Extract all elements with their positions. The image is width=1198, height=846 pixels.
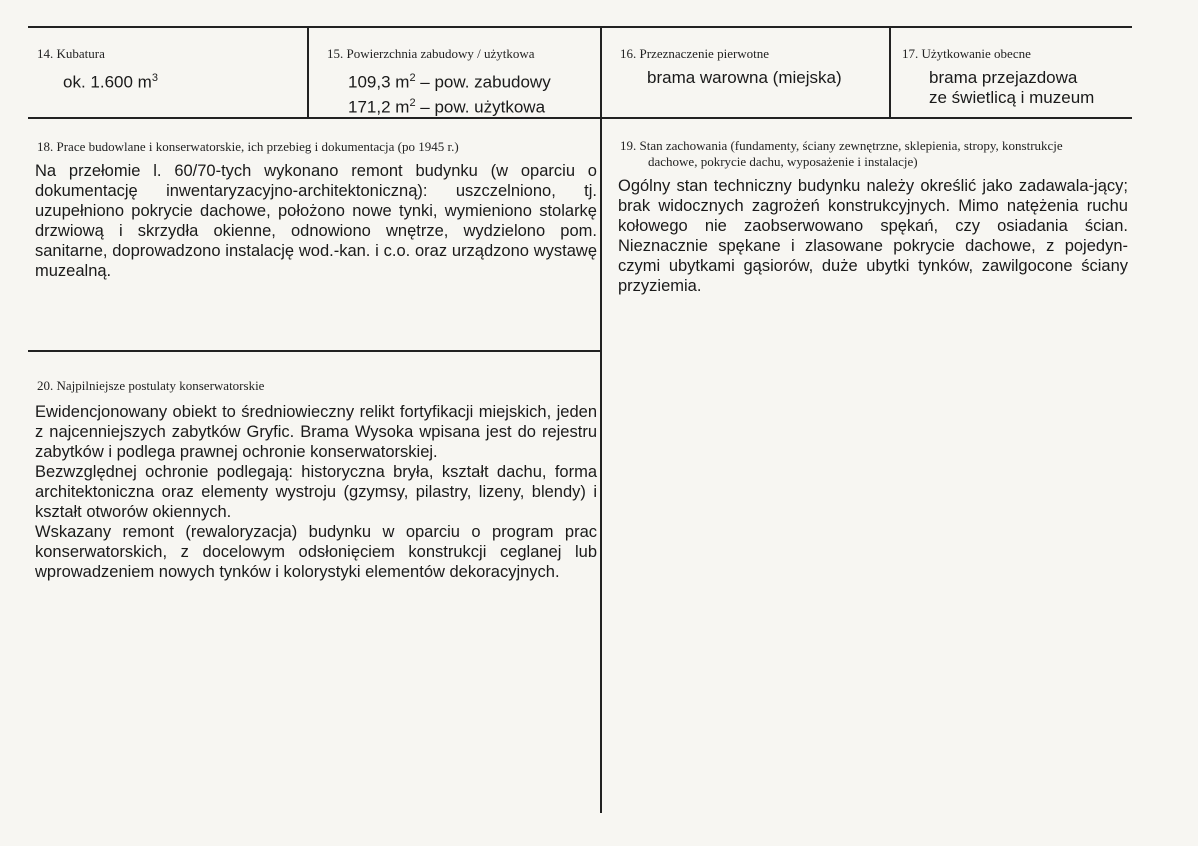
center-divider [600, 117, 602, 813]
section-stan-zachowania-label-line2: dachowe, pokrycie dachu, wyposażenie i instalacje) [648, 154, 918, 169]
field-kubatura-label: 14. Kubatura [37, 46, 105, 61]
section-postulaty-text: Ewidencjonowany obiekt to średniowieczny relikt fortyfikacji miejskich, jeden z najcenniejszych zabytków Gryfic. Brama Wysoka wpisana jest do rejestru zabytków i podlega prawnej ochronie konserwatorskiej. Bezwzględnej ochronie podlegają: historyczna bryła, kształt dachu, forma architektoniczna oraz elementy wystroju (gzymsy, pilastry, lizeny, blendy) i kształt otworów okiennych. Wskazany remont (rewaloryzacja) budynku w oparciu o program prac konserwatorskich, z docelowym odsłonięciem konstrukcji ceglanej lub wprowadzeniem nowych tynków i kolorystyki elementów dekoracyjnych. [35, 403, 597, 581]
form-top-border [28, 26, 1132, 28]
field-powierzchnia-label: 15. Powierzchnia zabudowy / użytkowa [327, 46, 535, 61]
field-przeznaczenie-label: 16. Przeznaczenie pierwotne [620, 46, 770, 61]
divider-14-15 [307, 26, 309, 118]
field-uzytkowanie-value-line1: brama przejazdowa [929, 68, 1078, 87]
field-powierzchnia [327, 46, 551, 117]
section-prace-budowlane [37, 139, 597, 281]
section-stan-zachowania-label-line1: 19. Stan zachowania (fundamenty, ściany zewnętrzne, sklepienia, stropy, konstrukcje [620, 138, 1063, 153]
section-stan-zachowania [620, 138, 1128, 296]
field-uzytkowanie-label: 17. Użytkowanie obecne [902, 46, 1031, 61]
field-kubatura [37, 46, 158, 93]
top-row-bottom-border [28, 117, 1132, 119]
section-stan-zachowania-text: Ogólny stan techniczny budynku należy określić jako zadawala-jący; brak widocznych zagrożeń konstrukcyjnych. Mimo natężenia ruchu kołowego nie zaobserwowano spękań, czy osiadania ścian. Nieznacznie spękane i zlasowane pokrycie dachowe, z pojedyn-czymi ubytkami gąsiorów, duże ubytki tynków, zawilgocone ściany przyziemia. [618, 177, 1128, 295]
field-przeznaczenie-value: brama warowna (miejska) [647, 68, 842, 87]
section-prace-budowlane-label: 18. Prace budowlane i konserwatorskie, ich przebieg i dokumentacja (po 1945 r.) [37, 139, 459, 154]
field-przeznaczenie [620, 46, 842, 88]
field-powierzchnia-line2: 171,2 $m^2$ – pow. użytkowa [348, 96, 546, 117]
section-postulaty [37, 378, 597, 582]
field-kubatura-value: ok. 1.600 $m^3$ [63, 72, 158, 92]
field-powierzchnia-line1: 109,3 $m^2$ – pow. zabudowy [348, 72, 551, 92]
section-prace-budowlane-text: Na przełomie l. 60/70-tych wykonano remont budynku (w oparciu o dokumentację inwentaryzacyjno-architektoniczną): uszczelniono, tj. uzupełniono pokrycie dachowe, położono nowe tynki, wymieniono stolarkę drzwiową i skrzydła okienne, odnowiono wnętrze, wydzielono pom. sanitarne, doprowadzono instalację wod.-kan. i c.o. oraz urządzono wystawę muzealną. [35, 162, 597, 280]
section18-bottom-border [28, 350, 602, 352]
field-uzytkowanie-value-line2: ze świetlicą i muzeum [929, 88, 1095, 107]
field-uzytkowanie [902, 46, 1094, 108]
divider-15-16 [600, 26, 602, 118]
section-postulaty-label: 20. Najpilniejsze postulaty konserwatorskie [37, 378, 265, 393]
divider-16-17 [889, 26, 891, 118]
